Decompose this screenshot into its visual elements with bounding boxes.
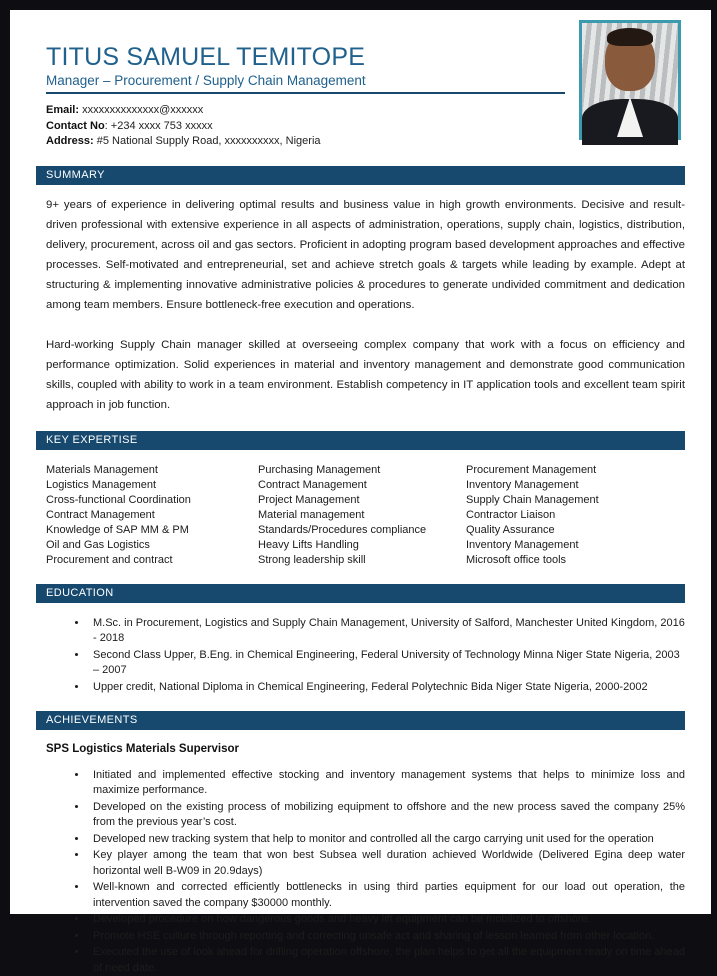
contact-label: Address: — [46, 135, 94, 148]
section-heading-key-expertise: KEY EXPERTISE — [36, 431, 685, 450]
summary-paragraph: Hard-working Supply Chain manager skilled at overseeing complex company that work with a focus on efficiency and performance optimization. Solid experiences in material and inventory management and demonstrate good communication skills, coupled with ability to work in a team environment. Establish competency in IT application tools and excellent team spirit approach in job function. — [46, 338, 685, 411]
skill-item: Contractor Liaison — [466, 508, 556, 521]
achievements-subheading: SPS Logistics Materials Supervisor — [46, 742, 240, 755]
candidate-name: TITUS SAMUEL TEMITOPE — [46, 43, 366, 71]
contact-line — [46, 119, 565, 135]
achievement-item: • Well-known and corrected efficiently bottlenecks in using third parties equipment for our load out operation, the intervention saved the company $30000 monthly. — [88, 880, 685, 911]
expertise-column-2 — [258, 463, 466, 568]
achievement-item: • Executed the use of look ahead for drilling operation offshore, the plan helps to get all the equipment ready on time ahead of need date. — [88, 945, 685, 976]
education-item: • M.Sc. in Procurement, Logistics and Supply Chain Management, University of Salford, Manchester United Kingdom, 2016 - 2018 — [88, 616, 685, 646]
skill-item: Purchasing Management — [258, 463, 381, 476]
contact-block — [46, 103, 565, 150]
education-item: • Upper credit, National Diploma in Chemical Engineering, Federal Polytechnic Bida Niger State Nigeria, 2000-2002 — [88, 680, 685, 695]
achievement-item: • Initiated and implemented effective stocking and inventory management systems that helps to minimize loss and maximize performance. — [88, 768, 685, 799]
skill-item: Standards/Procedures compliance — [258, 523, 427, 536]
achievement-item: • Promote HSE culture through reporting and correcting unsafe act and sharing of lesson learned from other location. — [88, 929, 685, 945]
skill-item: Logistics Management — [46, 478, 157, 491]
skill-item: Cross-functional Coordination — [46, 493, 191, 506]
contact-value: : +234 xxxx 753 xxxxx — [104, 119, 213, 132]
photo-head — [605, 31, 655, 91]
section-heading-summary: SUMMARY — [36, 166, 685, 185]
resume-header — [46, 10, 685, 150]
skill-item: Oil and Gas Logistics — [46, 538, 150, 551]
skill-item: Material management — [258, 508, 365, 521]
skill-item: Quality Assurance — [466, 523, 555, 536]
skill-item: Inventory Management — [466, 478, 579, 491]
expertise-column-1 — [46, 463, 258, 568]
achievement-item: • Key player among the team that won best Subsea well duration achieved Worldwide (Delivered Egina deep water horizontal well B-W09 in 20.9days) — [88, 848, 685, 879]
education-list — [46, 616, 685, 695]
contact-label: Contact No — [46, 119, 105, 132]
contact-value: #5 National Supply Road, xxxxxxxxxx, Nigeria — [93, 135, 321, 148]
skill-item: Contract Management — [46, 508, 155, 521]
skill-item: Inventory Management — [466, 538, 579, 551]
skill-item: Procurement and contract — [46, 553, 173, 566]
key-expertise-grid — [46, 463, 685, 568]
photo-shirt — [617, 97, 643, 137]
achievement-item: • Developed new tracking system that help to monitor and controlled all the cargo carrying unit used for the operation — [88, 832, 685, 848]
contact-line — [46, 103, 565, 119]
skill-item: Knowledge of SAP MM & PM — [46, 523, 189, 536]
section-heading-education: EDUCATION — [36, 584, 685, 603]
skill-item: Materials Management — [46, 463, 158, 476]
skill-item: Microsoft office tools — [466, 553, 567, 566]
skill-item: Heavy Lifts Handling — [258, 538, 359, 551]
contact-label: Email: — [46, 104, 80, 117]
education-item: • Second Class Upper, B.Eng. in Chemical Engineering, Federal University of Technology Minna Niger State Nigeria, 2003 – 2007 — [88, 648, 685, 678]
job-title: Manager – Procurement / Supply Chain Management — [46, 73, 565, 94]
achievement-item: • Developed procedure on how dangerous goods and heavy lift equipment can be mobilized to offshore. — [88, 912, 685, 928]
expertise-column-3 — [466, 463, 685, 568]
profile-photo — [579, 20, 681, 140]
skill-item: Contract Management — [258, 478, 367, 491]
skill-item: Procurement Management — [466, 463, 597, 476]
achievements-list — [46, 768, 685, 976]
skill-item: Strong leadership skill — [258, 553, 366, 566]
summary-body — [46, 195, 685, 415]
achievement-item: • Developed on the existing process of mobilizing equipment to offshore and the new process saved the company 25% from the previous year’s cost. — [88, 800, 685, 831]
skill-item: Supply Chain Management — [466, 493, 599, 506]
resume-page — [10, 10, 711, 974]
header-identity — [46, 44, 565, 150]
contact-value: xxxxxxxxxxxxxx@xxxxxx — [79, 104, 204, 117]
skill-item: Project Management — [258, 493, 360, 506]
section-heading-achievements: ACHIEVEMENTS — [36, 711, 685, 730]
contact-line — [46, 134, 565, 150]
summary-paragraph: 9+ years of experience in delivering optimal results and business value in high growth environments. Decisive and result-driven professional with extensive experience in all aspects of administration, operations, supply chain, logistics, distribution, delivery, procurement, across oil and gas sectors. Proficient in adopting program based development approaches and effective processes. Self-motivated and entrepreneurial, set and achieve stretch goals & targets while leading by example. Adept at structuring & implementing innovative administrative policies & procedures to generate undivided commitment and dedication among team members. Ensure bottleneck-free execution and operations. — [46, 198, 685, 311]
